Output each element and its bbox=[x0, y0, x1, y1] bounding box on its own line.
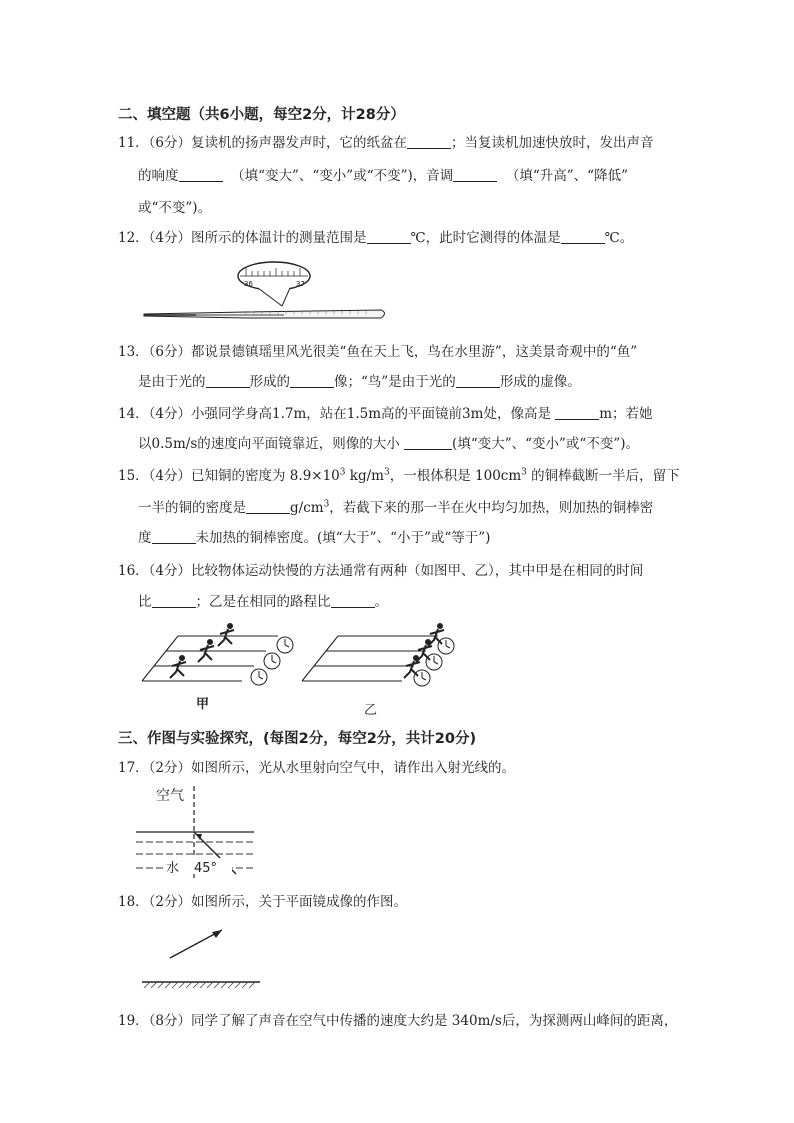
q14-blank-2[interactable] bbox=[404, 435, 452, 450]
mirror-figure bbox=[138, 924, 268, 994]
q12-blank-1[interactable] bbox=[367, 229, 411, 244]
q18-line1: 18．（2分）如图所示，关于平面镜成像的作图。 bbox=[118, 894, 408, 910]
q16-text-a: 比 bbox=[138, 594, 152, 610]
q11-line3: 或“不变”)。 bbox=[138, 200, 212, 216]
q17-line1: 17．（2分）如图所示，光从水里射向空气中，请作出入射光线的。 bbox=[118, 760, 516, 776]
q15-text-d: 的铜棒截断一半后，留下 bbox=[526, 468, 680, 484]
label-angle: 45° bbox=[194, 861, 218, 876]
section2-title: 二、填空题（共6小题，每空2分，计28分） bbox=[118, 107, 405, 123]
q11-text-b: ；当复读机加速快放时，发出声音 bbox=[451, 135, 654, 151]
q15-line1 bbox=[118, 466, 680, 486]
q11-text-e: （填“升高”、“降低” bbox=[505, 168, 628, 184]
scale-label-right: 37 bbox=[296, 280, 305, 288]
q14-line2 bbox=[138, 434, 639, 454]
q15-text-c: ，一根体积是 100cm bbox=[389, 468, 522, 484]
q15-exp-1: 3 bbox=[339, 467, 346, 478]
q13-blank-3[interactable] bbox=[456, 373, 500, 388]
q12-line1 bbox=[118, 228, 633, 248]
q15-exp-3: 3 bbox=[521, 467, 527, 478]
q12-blank-2[interactable] bbox=[561, 229, 605, 244]
q12-text-a: 12．（4分）图所示的体温计的测量范围是 bbox=[118, 230, 367, 246]
scale-label-left: 36 bbox=[244, 280, 253, 288]
q15-blank-2[interactable] bbox=[152, 529, 196, 544]
q11-text-d: （填“变大”、“变小”或“不变”)，音调 bbox=[231, 168, 454, 184]
q15-exp-2: 3 bbox=[383, 467, 390, 478]
q11-blank-1[interactable] bbox=[407, 134, 451, 149]
q14-blank-1[interactable] bbox=[555, 405, 599, 420]
q14-text-c: 以0.5m/s的速度向平面镜靠近，则像的大小 bbox=[138, 436, 400, 452]
arrow-head-icon bbox=[212, 930, 222, 938]
clocks-jia bbox=[251, 637, 293, 685]
q15-text-e: 一半的铜的密度是 bbox=[138, 500, 246, 516]
q13-blank-1[interactable] bbox=[206, 373, 250, 388]
q16-text-c: 。 bbox=[374, 594, 388, 610]
q13-text-b: 形成的 bbox=[249, 374, 290, 390]
section3-title: 三、作图与实验探究，(每图2分，每空2分，共计20分) bbox=[118, 731, 477, 747]
q16-text-b: ；乙是在相同的路程比 bbox=[195, 594, 331, 610]
mirror-hatch bbox=[144, 982, 255, 988]
q11-text-c: 的响度 bbox=[138, 168, 179, 184]
q15-text-i: 未加热的铜棒密度。(填“大于”、“小于”或“等于”) bbox=[195, 530, 491, 546]
label-yi: 乙 bbox=[364, 703, 378, 718]
q15-line3 bbox=[138, 528, 490, 548]
q15-text-h: 度 bbox=[138, 530, 152, 546]
q14-text-b: m；若她 bbox=[599, 406, 653, 422]
q13-text-d: 形成的虚像。 bbox=[499, 374, 581, 390]
q11-line2 bbox=[138, 166, 628, 186]
thermometer-figure bbox=[136, 256, 396, 326]
q13-line2 bbox=[138, 372, 581, 392]
q11-text-a: 11．（6分）复读机的扬声器发声时，它的纸盆在 bbox=[118, 135, 408, 151]
label-water: 水 bbox=[166, 861, 180, 876]
label-air: 空气 bbox=[156, 788, 184, 804]
q15-exp-4: 3 bbox=[323, 499, 330, 510]
q13-line1: 13．（6分）都说景德镇瑶里风光很美“鱼在天上飞，鸟在水里游”，这美景奇观中的“鱼” bbox=[118, 344, 638, 360]
q15-text-a: 15．（4分）已知铜的密度为 8.9×10 bbox=[118, 468, 340, 484]
q16-line2 bbox=[138, 592, 388, 612]
q11-blank-2[interactable] bbox=[179, 167, 223, 182]
q15-text-f: g/cm bbox=[290, 500, 324, 516]
q14-line1 bbox=[118, 404, 653, 424]
q12-text-c: ℃。 bbox=[604, 230, 634, 246]
q11-line1 bbox=[118, 133, 654, 153]
magnifier-pointer bbox=[258, 288, 290, 306]
label-jia: 甲 bbox=[196, 697, 210, 712]
q16-line1: 16．（4分）比较物体运动快慢的方法通常有两种（如图甲、乙），其中甲是在相同的时间 bbox=[118, 563, 644, 579]
q15-blank-1[interactable] bbox=[246, 499, 290, 514]
q13-text-a: 是由于光的 bbox=[138, 374, 206, 390]
refraction-figure bbox=[136, 782, 266, 882]
q15-text-g: ，若截下来的那一半在火中均匀加热，则加热的铜棒密 bbox=[329, 500, 654, 516]
q19-line1: 19．（8分）同学了解了声音在空气中传播的速度大约是 340m/s后，为探测两山峰间的距离， bbox=[118, 1013, 678, 1029]
q13-blank-2[interactable] bbox=[290, 373, 334, 388]
race-track-figures bbox=[138, 618, 478, 718]
q16-blank-1[interactable] bbox=[152, 593, 196, 608]
thermometer-body bbox=[144, 310, 385, 318]
q16-blank-2[interactable] bbox=[331, 593, 375, 608]
q14-text-a: 14．（4分）小强同学身高1.7m，站在1.5m高的平面镜前3m处，像高是 bbox=[118, 406, 551, 422]
q15-line2 bbox=[138, 498, 653, 518]
q11-blank-3[interactable] bbox=[453, 167, 497, 182]
q12-text-b: ℃，此时它测得的体温是 bbox=[410, 230, 561, 246]
q13-text-c: 像；“鸟”是由于光的 bbox=[334, 374, 456, 390]
q15-text-b: kg/m bbox=[345, 468, 384, 484]
q14-text-d: (填“变大”、“变小”或“不变”)。 bbox=[452, 436, 639, 452]
